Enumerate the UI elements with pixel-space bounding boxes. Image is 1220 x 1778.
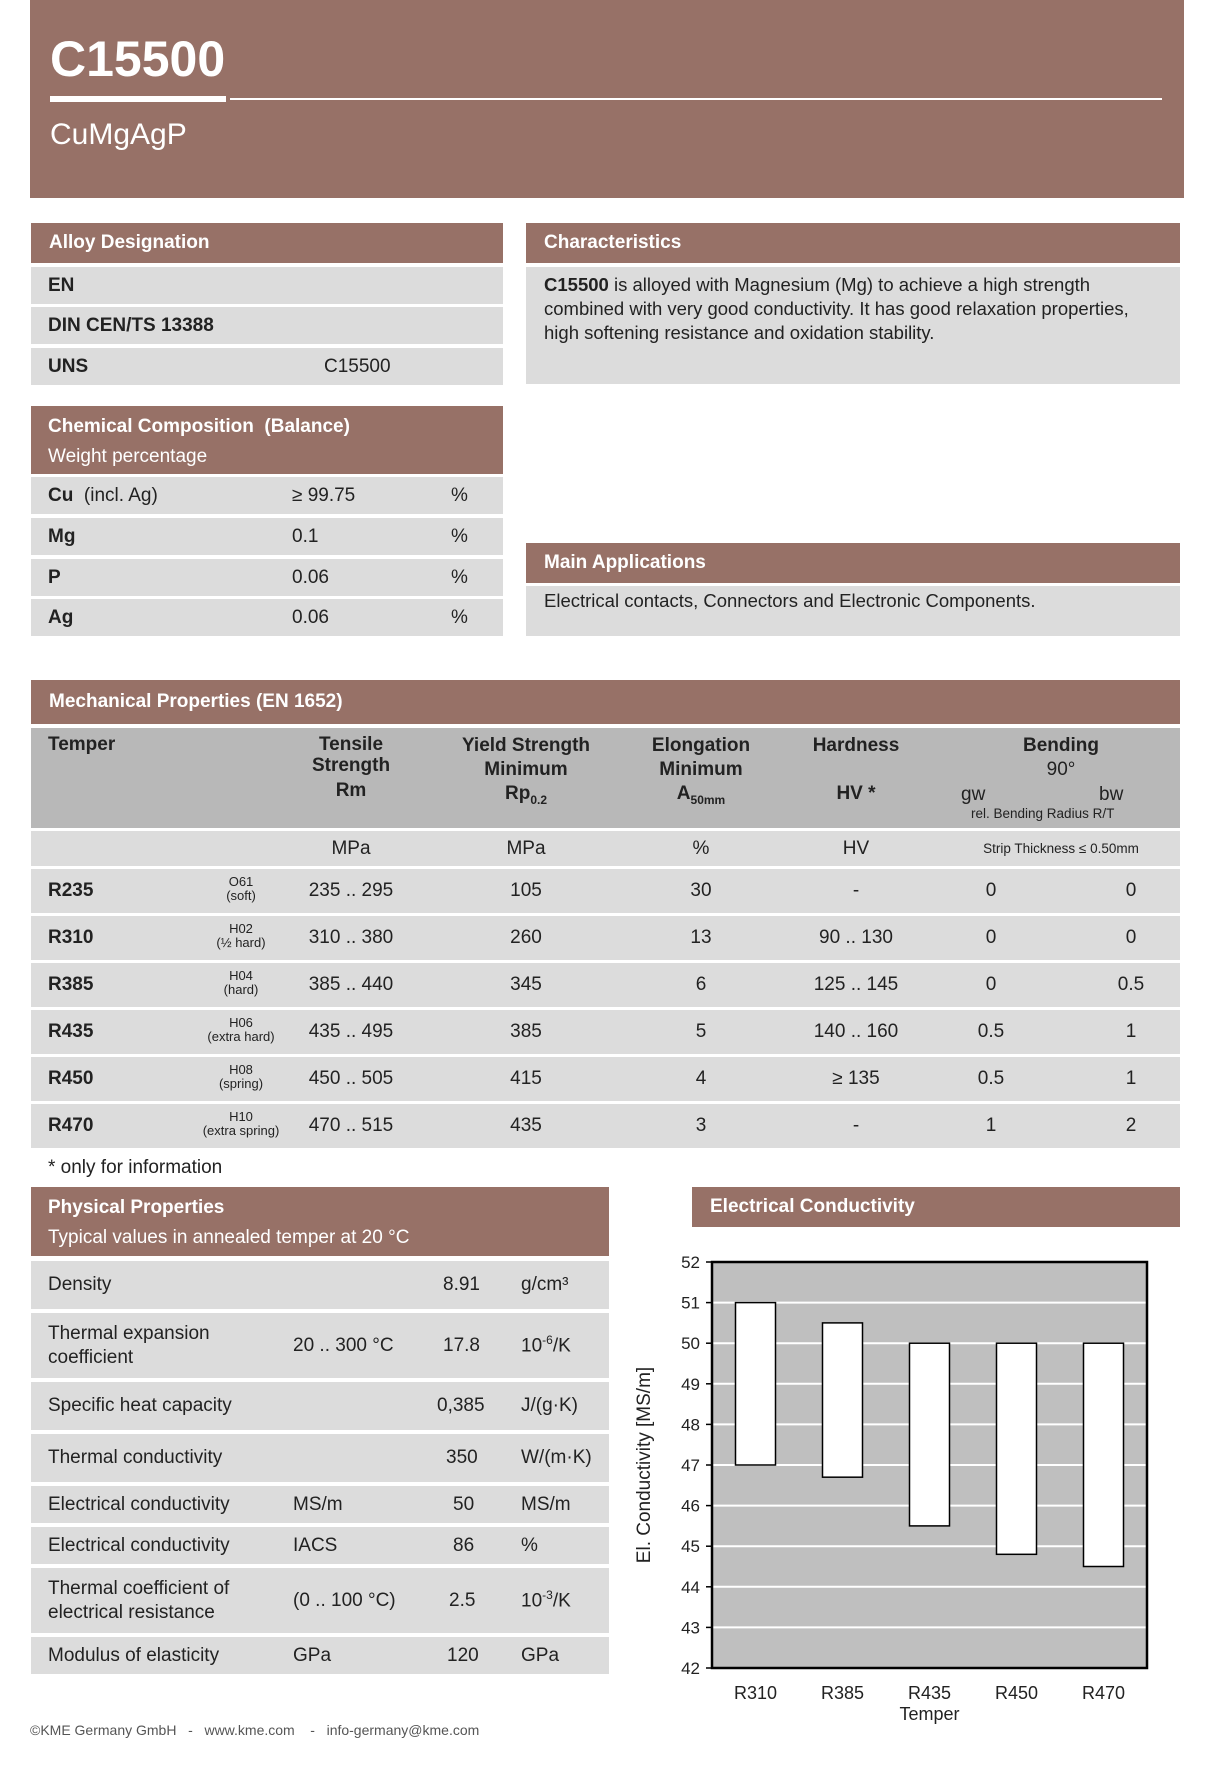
x-tick-label: R385 <box>820 1683 865 1703</box>
phys-label: Modulus of elasticity <box>48 1644 220 1666</box>
phys-cond: GPa <box>293 1644 332 1666</box>
physical-header <box>31 1187 609 1256</box>
applications-text: Electrical contacts, Connectors and Electronic Components. <box>544 590 1036 611</box>
physical-row <box>31 1382 609 1430</box>
mechanical-row <box>31 916 1180 960</box>
x-axis-label: Temper <box>899 1704 960 1724</box>
alloy-designation-header: Alloy Designation <box>31 223 503 263</box>
mech-gw: 0 <box>985 974 997 995</box>
characteristics-body <box>526 267 1180 384</box>
temper-designation <box>171 1016 311 1044</box>
mech-temper: R385 <box>48 974 94 995</box>
mechanical-row <box>31 1010 1180 1054</box>
mech-a: 5 <box>695 1021 707 1042</box>
mechanical-row <box>31 1057 1180 1101</box>
temper-desc: (soft) <box>226 888 256 903</box>
phys-label: Thermal conductivity <box>48 1447 223 1468</box>
mechanical-column-header <box>31 728 1180 828</box>
mech-rm: 385 .. 440 <box>308 974 394 995</box>
phys-cond: MS/m <box>293 1493 343 1515</box>
tensile-line1: Tensile <box>318 734 384 755</box>
unit-hard: HV <box>842 837 870 859</box>
temper-code: O61 <box>228 874 254 889</box>
mech-hv: - <box>852 1115 860 1136</box>
mech-hv: 125 .. 145 <box>813 974 899 995</box>
y-tick-label: 42 <box>681 1659 700 1678</box>
unit-bend: Strip Thickness ≤ 0.50mm <box>983 841 1139 856</box>
mech-rp: 385 <box>510 1021 542 1042</box>
phys-value: 8.91 <box>443 1274 480 1295</box>
temper-code: H04 <box>229 968 253 983</box>
phys-cond: IACS <box>293 1534 338 1556</box>
mech-gw: 1 <box>985 1115 997 1136</box>
range-bar <box>1084 1343 1124 1566</box>
phys-label: Density <box>48 1274 112 1295</box>
col-elongation <box>616 734 786 812</box>
mech-rm: 310 .. 380 <box>308 927 394 948</box>
composition-row <box>31 599 503 636</box>
mech-rm: 450 .. 505 <box>308 1068 394 1089</box>
mech-hv: ≥ 135 <box>832 1068 880 1089</box>
elong-symbol: $A_{50mm}$ <box>676 783 726 807</box>
temper-code: H08 <box>229 1062 253 1077</box>
temper-desc: (hard) <box>223 982 259 997</box>
phys-unit: MS/m <box>521 1493 571 1515</box>
mech-bw: 0.5 <box>1117 974 1145 995</box>
mech-temper: R310 <box>48 927 94 948</box>
unit-tensile: MPa <box>331 837 371 859</box>
mech-a: 13 <box>690 927 712 948</box>
phys-unit: $10^{-3}/K$ <box>521 1588 571 1612</box>
temper-desc: (½ hard) <box>216 935 266 950</box>
element-unit: % <box>451 606 468 628</box>
designation-row <box>31 348 503 385</box>
designation-label: UNS <box>48 355 89 377</box>
characteristics-lead: C15500 <box>544 274 609 295</box>
mech-rp: 435 <box>510 1115 542 1136</box>
mech-hv: 140 .. 160 <box>813 1021 899 1042</box>
temper-designation <box>171 922 311 950</box>
composition-row <box>31 518 503 555</box>
y-tick-label: 49 <box>681 1374 700 1394</box>
phys-unit: $10^{-6}/K$ <box>521 1333 571 1357</box>
phys-value: 86 <box>453 1534 475 1556</box>
characteristics-text: is alloyed with Magnesium (Mg) to achieve a high strength combined with very good conductivity. It has good relaxation properties, high softening resistance and oxidation stability. <box>544 274 1129 343</box>
phys-label: Electrical conductivity <box>48 1534 230 1556</box>
mech-a: 3 <box>695 1115 707 1136</box>
mech-temper: R470 <box>48 1115 94 1136</box>
physical-row <box>31 1568 609 1633</box>
y-tick-label: 44 <box>681 1577 700 1597</box>
mech-rp: 105 <box>510 880 542 901</box>
range-bar <box>997 1343 1037 1554</box>
element-value: 0.1 <box>292 525 319 547</box>
alloy-formula: CuMgAgP <box>50 118 187 151</box>
conductivity-header: Electrical Conductivity <box>692 1187 1180 1227</box>
physical-row <box>31 1527 609 1564</box>
designation-label: DIN CEN/TS 13388 <box>48 314 214 336</box>
elong-line1: Elongation <box>651 735 751 756</box>
col-yield <box>441 734 611 812</box>
mech-a: 30 <box>690 880 712 901</box>
physical-row <box>31 1434 609 1482</box>
y-tick-label: 48 <box>681 1415 700 1435</box>
temper-code: H02 <box>229 921 253 936</box>
tensile-symbol: Rm <box>335 780 367 801</box>
element-value: ≥ 99.75 <box>292 484 356 506</box>
col-temper: Temper <box>48 734 116 755</box>
applications-header: Main Applications <box>526 543 1180 583</box>
yield-symbol: $Rp_{0.2}$ <box>504 783 547 807</box>
element-unit: % <box>451 484 468 506</box>
mech-rm: 470 .. 515 <box>308 1115 394 1136</box>
x-tick-label: R310 <box>733 1683 778 1703</box>
element-unit: % <box>451 566 468 588</box>
temper-designation <box>171 875 311 903</box>
conductivity-chart <box>620 1240 1190 1724</box>
x-tick-label: R435 <box>907 1683 952 1703</box>
mech-rm: 435 .. 495 <box>308 1021 394 1042</box>
y-tick-label: 46 <box>681 1496 700 1516</box>
mech-hv: - <box>852 880 860 901</box>
mech-rp: 345 <box>510 974 542 995</box>
mechanical-row <box>31 869 1180 913</box>
bend-line1: Bending <box>1023 735 1099 756</box>
yield-line1: Yield Strength <box>461 735 591 756</box>
phys-unit: % <box>521 1534 538 1556</box>
element-unit: % <box>451 525 468 547</box>
temper-designation <box>171 1063 311 1091</box>
chemical-title: Chemical Composition (Balance) <box>48 416 350 437</box>
x-tick-label: R450 <box>994 1683 1039 1703</box>
title-underline-thick <box>50 96 226 102</box>
phys-unit: g/cm³ <box>521 1274 569 1295</box>
element-value: 0.06 <box>292 566 329 588</box>
element-symbol: Cu <box>48 484 74 506</box>
phys-value: 2.5 <box>449 1589 476 1611</box>
phys-label: Specific heat capacity <box>48 1395 232 1416</box>
temper-desc: (extra spring) <box>202 1123 280 1138</box>
mechanical-row <box>31 1104 1180 1148</box>
range-bar <box>910 1343 950 1526</box>
physical-row <box>31 1486 609 1523</box>
phys-label: Thermal expansion coefficient <box>48 1322 210 1368</box>
title-underline-thin <box>230 98 1162 100</box>
phys-value: 17.8 <box>443 1334 480 1356</box>
mech-gw: 0.5 <box>977 1021 1005 1042</box>
element-cell <box>48 485 158 507</box>
phys-value: 0,385 <box>437 1395 485 1416</box>
temper-desc: (spring) <box>218 1076 264 1091</box>
composition-row <box>31 559 503 596</box>
mech-bw: 0 <box>1125 880 1137 901</box>
phys-cond: (0 .. 100 °C) <box>293 1589 396 1611</box>
mech-bw: 1 <box>1125 1021 1137 1042</box>
yield-line2: Minimum <box>484 759 568 780</box>
mechanical-row <box>31 963 1180 1007</box>
y-tick-label: 43 <box>681 1618 700 1638</box>
mechanical-header: Mechanical Properties (EN 1652) <box>31 680 1180 724</box>
temper-designation <box>171 969 311 997</box>
y-tick-label: 52 <box>681 1253 700 1272</box>
composition-row <box>31 477 503 514</box>
mech-hv: 90 .. 130 <box>819 927 893 948</box>
mech-rp: 415 <box>510 1068 542 1089</box>
bend-gw: gw <box>961 784 986 805</box>
bend-bw: bw <box>1099 784 1124 805</box>
title-banner <box>30 0 1184 198</box>
characteristics-header: Characteristics <box>526 223 1180 263</box>
elong-line2: Minimum <box>659 759 743 780</box>
phys-value: 120 <box>447 1644 479 1666</box>
alloy-code: C15500 <box>50 31 226 87</box>
mechanical-footnote: * only for information <box>48 1157 223 1178</box>
unit-yield: MPa <box>506 837 546 859</box>
element-symbol: Mg <box>48 525 76 547</box>
designation-row <box>31 307 503 344</box>
mech-temper: R235 <box>48 880 94 901</box>
phys-label: Electrical conductivity <box>48 1493 230 1515</box>
physical-title: Physical Properties <box>48 1197 225 1218</box>
mech-rm: 235 .. 295 <box>308 880 394 901</box>
mech-a: 4 <box>695 1068 707 1089</box>
chemical-header <box>31 406 503 474</box>
phys-unit: J/(g·K) <box>521 1395 578 1416</box>
y-tick-label: 50 <box>681 1334 700 1354</box>
phys-value: 350 <box>446 1447 478 1468</box>
y-tick-label: 47 <box>681 1456 700 1475</box>
mech-bw: 2 <box>1125 1115 1137 1136</box>
designation-row <box>31 267 503 304</box>
range-bar <box>823 1323 863 1477</box>
mech-gw: 0 <box>985 880 997 901</box>
footer-contact: ©KME Germany GmbH - www.kme.com - info-germany@kme.com <box>30 1722 480 1738</box>
mech-a: 6 <box>695 974 707 995</box>
designation-value: C15500 <box>324 355 391 377</box>
temper-code: H06 <box>229 1015 253 1030</box>
tensile-line2: Strength <box>311 755 391 776</box>
element-symbol: P <box>48 566 61 588</box>
physical-row <box>31 1637 609 1674</box>
temper-desc: (extra hard) <box>207 1029 275 1044</box>
physical-subtitle: Typical values in annealed temper at 20 °C <box>48 1227 410 1248</box>
bend-note: rel. Bending Radius R/T <box>971 806 1115 821</box>
designation-label: EN <box>48 274 75 296</box>
y-tick-label: 45 <box>681 1537 700 1557</box>
mech-temper: R450 <box>48 1068 94 1089</box>
phys-value: 50 <box>453 1493 475 1515</box>
mech-bw: 0 <box>1125 927 1137 948</box>
element-note: (incl. Ag) <box>83 484 158 506</box>
col-bending <box>951 734 1171 782</box>
temper-code: H10 <box>229 1109 253 1124</box>
range-bar <box>736 1303 776 1465</box>
unit-elong: % <box>692 837 710 859</box>
physical-row <box>31 1313 609 1378</box>
units-row <box>31 831 1180 866</box>
element-value: 0.06 <box>292 606 329 628</box>
hard-line1: Hardness <box>812 735 900 756</box>
mech-bw: 1 <box>1125 1068 1137 1089</box>
mech-temper: R435 <box>48 1021 94 1042</box>
y-axis-label: El. Conductivity [MS/m] <box>634 1366 655 1564</box>
chemical-subtitle: Weight percentage <box>48 446 208 467</box>
temper-designation <box>171 1110 311 1138</box>
hard-symbol: HV * <box>836 783 876 804</box>
phys-unit: W/(m·K) <box>521 1447 592 1468</box>
physical-row <box>31 1261 609 1309</box>
mech-gw: 0.5 <box>977 1068 1005 1089</box>
element-symbol: Ag <box>48 606 74 628</box>
y-tick-label: 51 <box>681 1293 700 1313</box>
phys-label: Thermal coefficient of electrical resistance <box>48 1577 230 1623</box>
mech-gw: 0 <box>985 927 997 948</box>
applications-body <box>526 586 1180 636</box>
col-hardness <box>771 734 941 806</box>
phys-unit: GPa <box>521 1644 560 1666</box>
phys-cond: 20 .. 300 °C <box>293 1334 394 1356</box>
mech-rp: 260 <box>510 927 542 948</box>
bend-angle: 90° <box>1046 759 1076 780</box>
col-tensile <box>281 734 421 801</box>
x-tick-label: R470 <box>1081 1683 1126 1703</box>
